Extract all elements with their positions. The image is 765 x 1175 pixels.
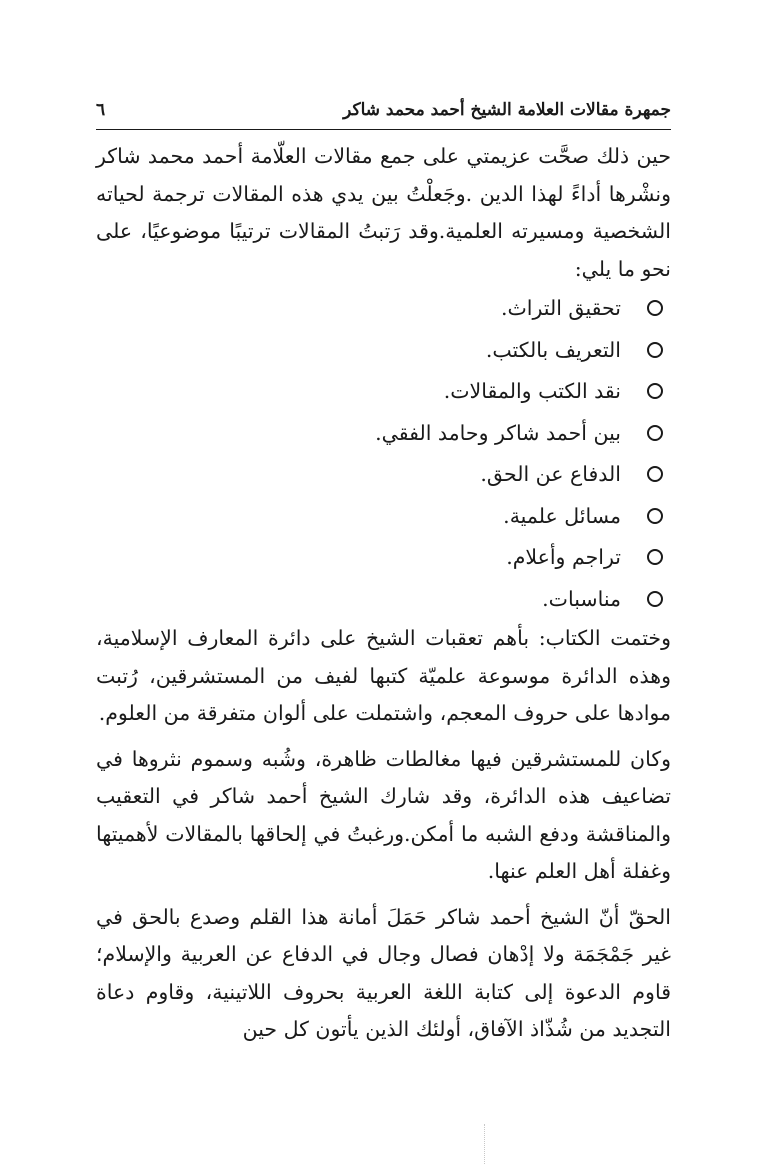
circle-bullet-icon [647,549,663,565]
circle-bullet-icon [647,342,663,358]
list-item [96,413,671,455]
list-item [96,330,671,372]
list-item-text: نقد الكتب والمقالات. [443,379,621,403]
circle-bullet-icon [647,300,663,316]
circle-bullet-icon [647,466,663,482]
list-item [96,454,671,496]
circle-bullet-icon [647,508,663,524]
orientalists-paragraph: وكان للمستشرقين فيها مغالطات ظاهرة، وشُبه وسموم نثروها في تضاعيف هذه الدائرة، وقد شارك الشيخ أحمد شاكر في التعقيب والمناقشة ودفع الشبه ما أمكن.ورغبتُ في إلحاقها بالمقالات لأهميتها وغفلة أهل العلم عنها. [96,746,671,883]
list-item-text: مسائل علمية. [503,503,621,528]
list-item-text: مناسبات. [542,586,621,611]
list-item [96,288,671,330]
page-number: ٦ [96,100,106,120]
list-item [96,579,671,621]
conclusion-paragraph: وختمت الكتاب: بأهم تعقبات الشيخ على دائرة المعارف الإسلامية، وهذه الدائرة موسوعة علميّة كتبها لفيف من المستشرقين، رُتبت موادها على حروف المعجم، واشتملت على ألوان متفرقة من العلوم. [96,626,671,725]
book-title: جمهرة مقالات العلامة الشيخ أحمد محمد شاكر [343,100,671,120]
list-item-text: التعريف بالكتب. [485,337,621,362]
list-item [96,371,671,413]
list-item [96,496,671,538]
list-item-text: تراجم وأعلام. [506,545,621,569]
body-text [96,138,671,1049]
intro-paragraph: حين ذلك صحَّت عزيمتي على جمع مقالات العلّامة أحمد محمد شاكر ونشْرها أداءً لهذا الدين .وجَعلْتُ بين يدي هذه المقالات ترجمة لحياته الشخصية ومسيرته العلمية.وقد رَتبتُ المقالات ترتيبًا موضوعيًا، على نحو ما يلي: [96,144,671,281]
running-head [96,100,671,130]
truth-paragraph: الحقّ أنّ الشيخ أحمد شاكر حَمَلَ أمانة هذا القلم وصدع بالحق في غير جَمْجَمَة ولا إدْهان فصال وجال في الدفاع عن العربية والإسلام؛ قاوم الدعوة إلى كتابة اللغة العربية بحروف اللاتينية، وقاوم دعاة التجديد من شُذّاذ الآفاق، أولئك الذين يأتون كل حين [96,904,671,1041]
list-item [96,537,671,579]
circle-bullet-icon [647,425,663,441]
circle-bullet-icon [647,591,663,607]
list-item-text: تحقيق التراث. [500,296,621,320]
list-item-text: الدفاع عن الحق. [480,462,621,486]
book-page [96,100,671,1049]
page-crease [484,1124,489,1164]
list-item-text: بين أحمد شاكر وحامد الفقي. [375,420,621,445]
circle-bullet-icon [647,383,663,399]
topic-list [96,288,671,620]
